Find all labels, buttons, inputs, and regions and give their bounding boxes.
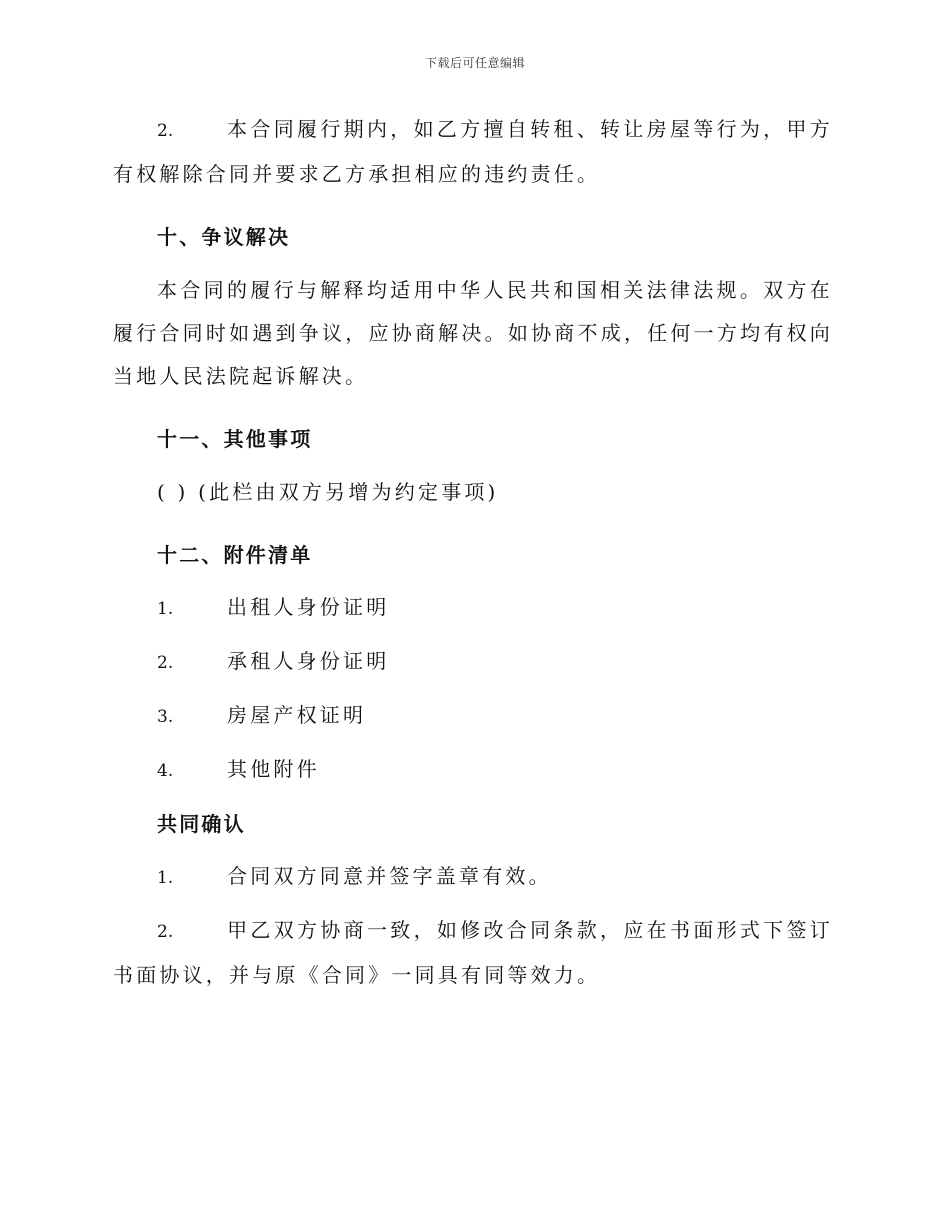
- item-text: 出租人身份证明: [227, 595, 390, 619]
- document-body: [113, 108, 833, 1017]
- confirm-item: [113, 909, 833, 997]
- clause-text: 本合同履行期内，如乙方擅自转租、转让房屋等行为，甲方有权解除合同并要求乙方承担相应的违约责任。: [113, 117, 833, 186]
- dispute-paragraph: 本合同的履行与解释均适用中华人民共和国相关法律法规。双方在履行合同时如遇到争议，应协商解决。如协商不成，任何一方均有权向当地人民法院起诉解决。: [113, 278, 833, 388]
- confirm-item: [113, 855, 833, 900]
- section-heading-other: 十一、其他事项: [157, 427, 313, 451]
- item-text: 甲乙双方协商一致，如修改合同条款，应在书面形式下签订书面协议，并与原《合同》一同具有同等效力。: [113, 918, 833, 987]
- other-matters-text: ( ) (此栏由双方另增为约定事项): [157, 480, 499, 504]
- item-number: 2.: [157, 653, 174, 673]
- clause-number: 2.: [157, 121, 174, 141]
- item-number: 4.: [157, 761, 174, 781]
- item-number: 2.: [157, 922, 174, 942]
- attachment-item: [113, 640, 833, 685]
- section-heading-dispute: 十、争议解决: [157, 225, 291, 249]
- item-text: 承租人身份证明: [227, 649, 390, 673]
- item-number: 1.: [157, 868, 174, 888]
- item-text: 房屋产权证明: [227, 703, 367, 727]
- item-text: 其他附件: [227, 757, 320, 781]
- item-number: 1.: [157, 599, 174, 619]
- clause-2-breach: [113, 108, 833, 196]
- header-note: 下载后可任意编辑: [424, 56, 525, 70]
- attachment-item: [113, 694, 833, 739]
- item-text: 合同双方同意并签字盖章有效。: [227, 864, 552, 888]
- attachment-item: [113, 748, 833, 793]
- section-heading-confirm: 共同确认: [157, 812, 246, 836]
- item-number: 3.: [157, 707, 174, 727]
- attachment-item: [113, 586, 833, 631]
- section-heading-attachments: 十二、附件清单: [157, 543, 313, 567]
